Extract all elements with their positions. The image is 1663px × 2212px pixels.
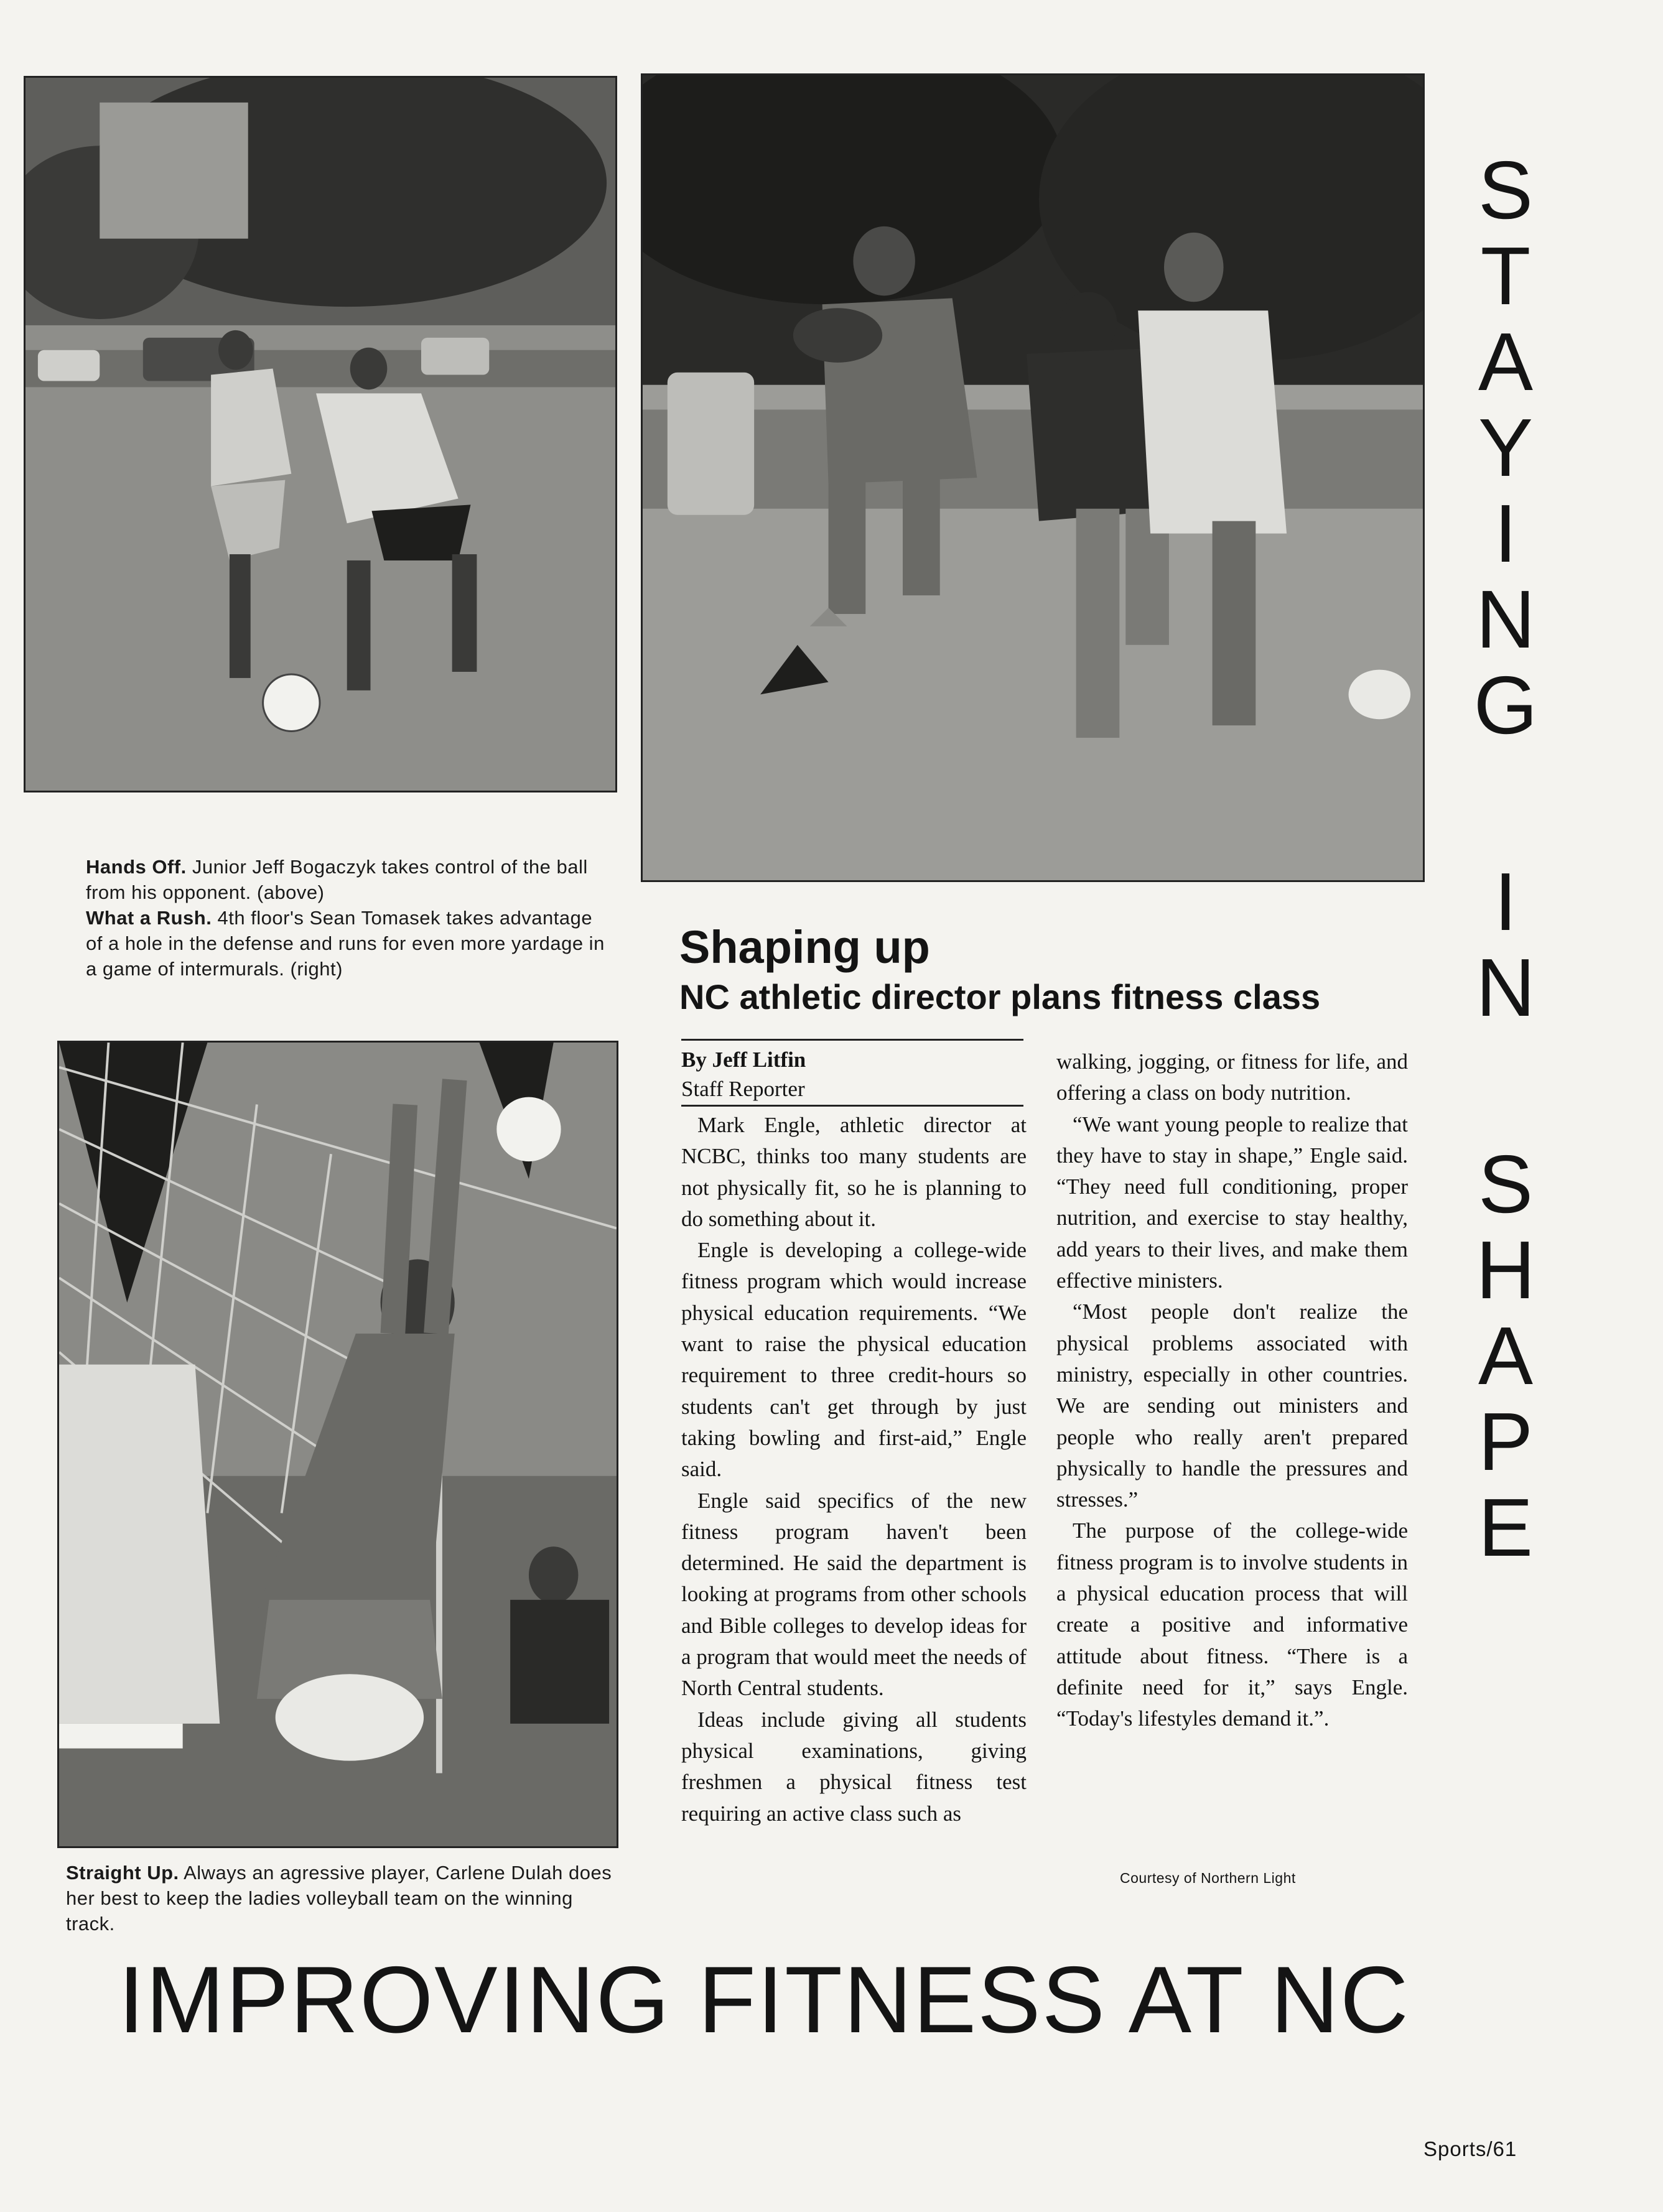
vertical-letter: I <box>1494 488 1517 579</box>
vertical-letter: G <box>1473 659 1538 751</box>
photo-caption-bottom <box>66 1860 626 1936</box>
caption-lead-hands-off: Hands Off. <box>86 856 187 878</box>
page-folio: Sports/61 <box>1423 2137 1517 2160</box>
vertical-letter: A <box>1478 1310 1534 1401</box>
caption-lead-straight-up: Straight Up. <box>66 1862 179 1884</box>
article-column-2 <box>1056 1046 1408 1735</box>
photo-caption-top <box>86 854 615 982</box>
article-paragraph: “We want young people to realize that they have to stay in shape,” Engle said. “They need full conditioning, proper nutrition, and exercise to stay healthy, add years to their lives, and make them effective ministers. <box>1056 1112 1408 1293</box>
volleyball-photo-art <box>59 1043 617 1846</box>
byline-name: By Jeff Litfin <box>681 1048 806 1072</box>
vertical-letter: P <box>1478 1396 1534 1487</box>
caption-text-hands-off: Junior Jeff Bogaczyk takes control of the ball from his opponent. (above) <box>86 856 588 903</box>
vertical-letter: N <box>1476 574 1535 665</box>
caption-lead-what-a-rush: What a Rush. <box>86 907 212 929</box>
soccer-photo-art <box>26 78 615 791</box>
vertical-letter: H <box>1476 1224 1535 1316</box>
article-headline: Shaping up <box>679 921 930 973</box>
word-gap <box>1456 750 1555 861</box>
caption-text-what-a-rush: 4th floor's Sean Tomasek takes advantage of a hole in the defense and runs for even more yardage in a game of intermurals. (right) <box>86 907 605 980</box>
word-gap <box>1456 1033 1555 1143</box>
vertical-letter: Y <box>1478 402 1534 493</box>
photo-credit: Courtesy of Northern Light <box>1120 1870 1296 1886</box>
article-column-1 <box>681 1110 1027 1829</box>
vertical-letter: E <box>1478 1482 1534 1573</box>
soccer-photo <box>24 76 617 792</box>
article-paragraph: The purpose of the college-wide fitness program is to involve students in a physical education process that will create a positive and informative attitude about fitness. “There is a definite need for it,” says Engle. “Today's lifestyles demand it.”. <box>1056 1518 1408 1731</box>
vertical-letter: A <box>1478 316 1534 407</box>
article-paragraph: Engle is developing a college-wide fitness program which would increase physical education requirements. “We want to raise the physical education requirement to three credit-hours so students can't get through by just taking bowling and first-aid,” Engle said. <box>681 1238 1027 1482</box>
flag-football-photo-art <box>643 75 1423 880</box>
vertical-letter: T <box>1480 230 1531 322</box>
flag-football-photo <box>641 73 1425 882</box>
volleyball-photo <box>57 1041 618 1848</box>
article-subhead: NC athletic director plans fitness class <box>679 977 1321 1016</box>
vertical-letter: S <box>1478 144 1534 236</box>
vertical-letter: S <box>1478 1138 1534 1230</box>
byline <box>681 1045 1023 1104</box>
article-paragraph: Mark Engle, athletic director at NCBC, thinks too many students are not physically fit, so he is planning to do something about it. <box>681 1113 1027 1231</box>
vertical-title <box>1456 144 1555 1573</box>
byline-rule-top <box>681 1039 1023 1041</box>
article-paragraph: “Most people don't realize the physical problems associated with ministry, especially in other countries. We are sending out ministers and people who really aren't prepared physically to handle the pressures and stresses.” <box>1056 1299 1408 1512</box>
vertical-letter: I <box>1494 856 1517 947</box>
article-paragraph: Ideas include giving all students physical examinations, giving freshmen a physical fitness test requiring an active class such as <box>681 1707 1027 1826</box>
byline-rule-bottom <box>681 1105 1023 1107</box>
page-title: IMPROVING FITNESS AT NC <box>118 1947 1410 2053</box>
vertical-letter: N <box>1476 942 1535 1033</box>
caption-text-straight-up: Always an agressive player, Carlene Dulah does her best to keep the ladies volleyball team on the winning track. <box>66 1862 612 1935</box>
article-paragraph: Engle said specifics of the new fitness program haven't been determined. He said the department is looking at programs from other schools and Bible colleges to develop ideas for a program that would meet the needs of North Central students. <box>681 1488 1027 1701</box>
article-paragraph: walking, jogging, or fitness for life, and offering a class on body nutrition. <box>1056 1049 1408 1105</box>
byline-role: Staff Reporter <box>681 1077 805 1101</box>
